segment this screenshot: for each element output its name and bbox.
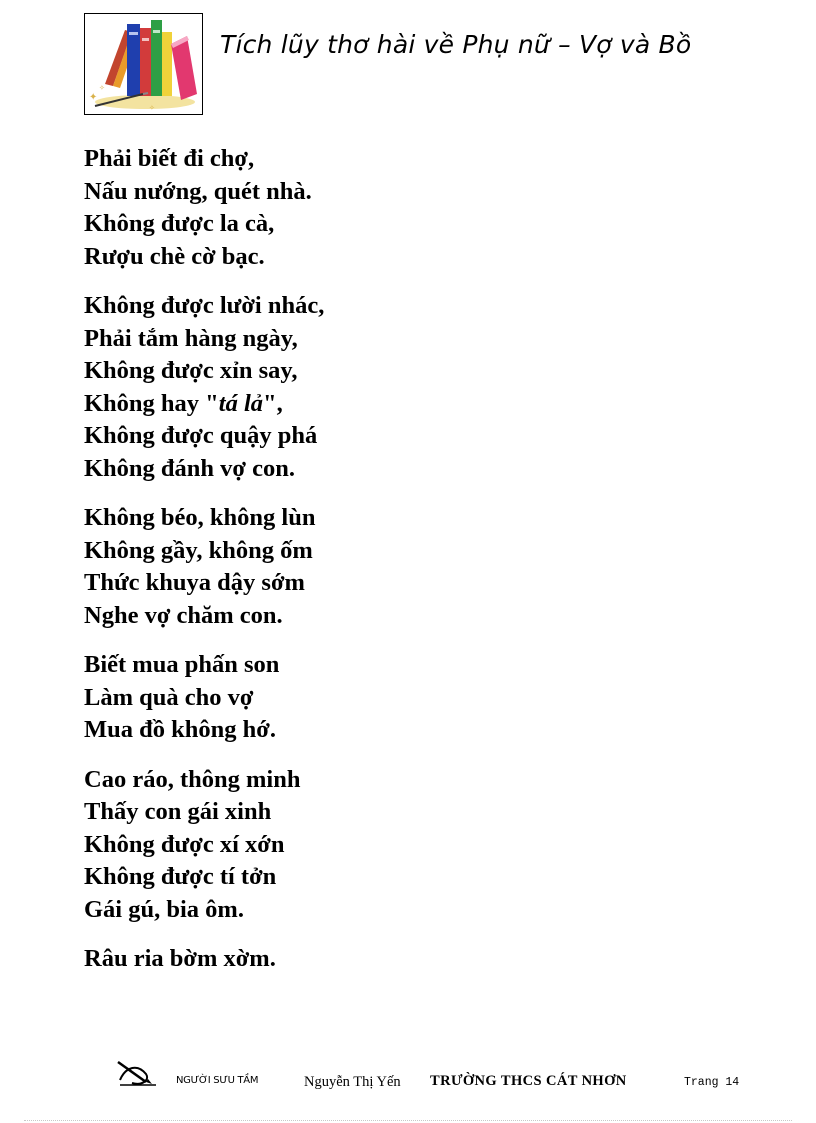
poem-line: Không được xí xớn bbox=[84, 830, 285, 858]
poem-line: Không được xỉn say, bbox=[84, 357, 298, 384]
poem-line: Không được la cà, bbox=[84, 210, 275, 237]
poem-line: Gái gú, bia ôm. bbox=[84, 895, 244, 923]
poem-line: Không được lười nhác, bbox=[84, 292, 325, 319]
footer-divider bbox=[24, 1120, 792, 1121]
poem-line: Phải tắm hàng ngày, bbox=[84, 324, 298, 352]
stanza bbox=[84, 502, 684, 632]
poem-line: Không béo, không lùn bbox=[84, 504, 316, 531]
poem bbox=[84, 143, 684, 993]
stanza bbox=[84, 290, 684, 485]
svg-text:✦: ✦ bbox=[89, 92, 98, 103]
poem-line: Làm quà cho vợ bbox=[84, 683, 254, 711]
poem-line: Nấu nướng, quét nhà. bbox=[84, 177, 312, 205]
poem-line: Không được quậy phá bbox=[84, 422, 318, 449]
poem-line: Mua đồ không hớ. bbox=[84, 716, 276, 743]
logo-image bbox=[84, 13, 203, 115]
poem-line bbox=[84, 388, 684, 421]
poem-line: Không đánh vợ con. bbox=[84, 454, 296, 482]
poem-line-italic: tá lả bbox=[218, 389, 264, 417]
svg-text:✧: ✧ bbox=[149, 104, 155, 112]
books-icon bbox=[85, 14, 202, 114]
author-name: Nguyễn Thị Yến bbox=[304, 1074, 401, 1090]
poem-line: Không được tí tởn bbox=[84, 863, 277, 890]
poem-line: Phải biết đi chợ, bbox=[84, 145, 255, 172]
poem-line: Nghe vợ chăm con. bbox=[84, 601, 283, 629]
page-number: Trang 14 bbox=[684, 1076, 740, 1089]
page-footer bbox=[0, 1066, 816, 1096]
pen-icon bbox=[116, 1058, 160, 1088]
poem-line: Thức khuya dậy sớm bbox=[84, 569, 305, 596]
poem-line: Râu ria bờm xờm. bbox=[84, 945, 276, 972]
poem-line: Cao ráo, thông minh bbox=[84, 765, 301, 793]
stanza bbox=[84, 143, 684, 273]
collector-label: NGƯỜI SƯU TẦM bbox=[176, 1075, 259, 1086]
poem-line: Không gầy, không ốm bbox=[84, 536, 313, 564]
stanza bbox=[84, 943, 684, 976]
poem-line: Biết mua phấn son bbox=[84, 651, 280, 678]
poem-line: Rượu chè cờ bạc. bbox=[84, 242, 265, 270]
stanza bbox=[84, 649, 684, 747]
poem-line: Thấy con gái xinh bbox=[84, 798, 272, 825]
svg-text:✧: ✧ bbox=[99, 84, 105, 92]
stanza bbox=[84, 764, 684, 927]
page-title: Tích lũy thơ hài về Phụ nữ – Vợ và Bồ bbox=[220, 30, 692, 59]
poem-line-text: Không hay " bbox=[84, 389, 219, 417]
school-name: TRƯỜNG THCS CÁT NHƠN bbox=[430, 1073, 627, 1089]
poem-line-text: ", bbox=[263, 389, 283, 417]
